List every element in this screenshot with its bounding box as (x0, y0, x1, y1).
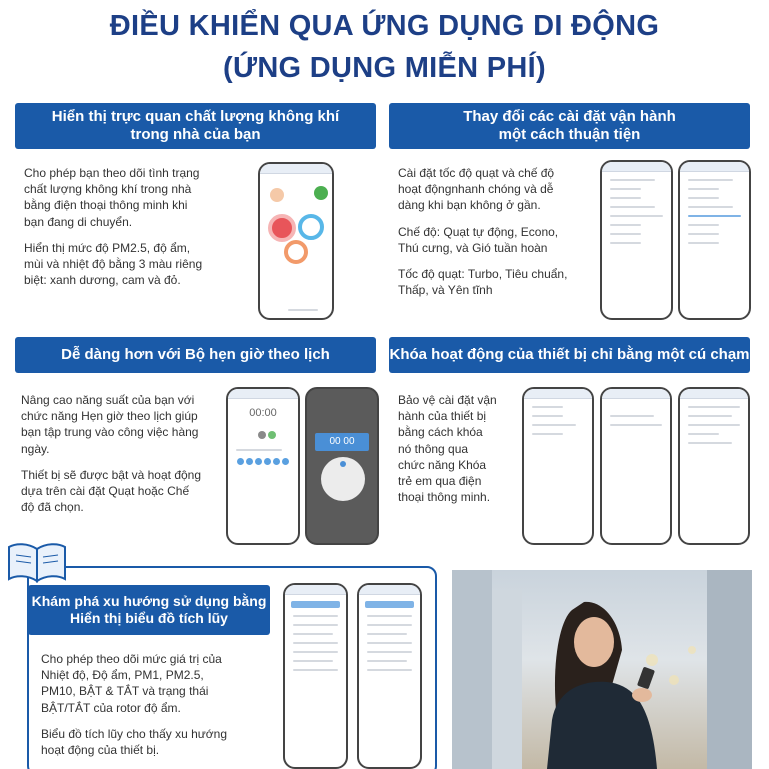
settings-heading (389, 103, 750, 149)
menu-line (688, 188, 719, 190)
menu-line (610, 215, 663, 217)
menu-line (610, 206, 655, 208)
phone-status-bar (524, 389, 592, 399)
list-line (688, 424, 740, 426)
weekday-dots (228, 458, 298, 465)
settings-phone-screen-2 (678, 160, 751, 320)
lock-phone-screen-2 (600, 387, 672, 545)
chart-heading-line1: Khám phá xu hướng sử dụng bằng (31, 593, 267, 610)
aqi-orange-indicator (284, 240, 308, 264)
chart-paragraph-2: Biểu đồ tích lũy cho thấy xu hướng hoạt động của thiết bị. (41, 726, 228, 757)
lock-heading (389, 337, 750, 373)
air-quality-phone-screen (258, 162, 334, 320)
weekday-dot (273, 458, 280, 465)
photo-illustration (452, 570, 752, 769)
menu-line (610, 188, 641, 190)
aqi-green-dot (314, 186, 328, 200)
weekday-dot (282, 458, 289, 465)
weekday-dot (246, 458, 253, 465)
menu-line (688, 179, 733, 181)
timer-phone-screen (226, 387, 300, 545)
lock-heading-text: Khóa hoạt động của thiết bị chỉ bằng một cú chạm (389, 346, 750, 363)
display-paragraph-2: Hiển thị mức độ PM2.5, độ ẩm, mùi và nhiệt độ bằng 3 màu riêng biệt: xanh dương, cam và đỏ. (24, 240, 203, 288)
list-line (532, 415, 563, 417)
chart-phone-screen-2 (357, 583, 422, 769)
chart-phone-screen-1 (283, 583, 348, 769)
list-line (532, 433, 563, 435)
timer-toggle-dot (258, 431, 266, 439)
chart-line (293, 660, 333, 662)
lock-phone-screen-1 (522, 387, 594, 545)
menu-line (688, 197, 719, 199)
chart-line (293, 651, 338, 653)
phone-status-bar (260, 164, 332, 174)
phone-status-bar (680, 389, 748, 399)
phone-status-bar (602, 389, 670, 399)
chart-line (367, 615, 412, 617)
menu-line (688, 233, 719, 235)
list-line (688, 406, 740, 408)
list-line (610, 424, 662, 426)
phone-status-bar (602, 162, 671, 172)
menu-line (610, 197, 641, 199)
settings-heading-line1: Thay đổi các cài đặt vận hành (463, 108, 676, 125)
weekday-dot (237, 458, 244, 465)
chart-line (367, 624, 412, 626)
settings-heading-line2: một cách thuận tiện (498, 126, 641, 143)
menu-line (610, 233, 641, 235)
timer-description (21, 392, 201, 525)
lock-description (398, 392, 498, 515)
chart-line (293, 669, 338, 671)
chart-line (293, 624, 338, 626)
chart-tab-bar (291, 601, 340, 608)
display-description (24, 165, 209, 298)
phone-status-bar (285, 585, 346, 595)
display-heading-line1: Hiển thị trực quan chất lượng không khí (51, 108, 340, 125)
chart-heading-line2: Hiển thị biểu đồ tích lũy (70, 610, 228, 626)
timer-paragraph-2: Thiết bị sẽ được bật và hoạt động dựa trên cài đặt Quạt hoặc Chế độ đã chọn. (21, 467, 202, 515)
settings-paragraph-2: Chế độ: Quạt tự động, Econo, Thú cưng, và Gió tuần hoàn (398, 224, 559, 255)
display-heading-line2: trong nhà của bạn (130, 126, 261, 143)
phone-status-bar (359, 585, 420, 595)
chart-heading (28, 585, 270, 635)
timer-toggle-dot-green (268, 431, 276, 439)
page-title: ĐIỀU KHIỂN QUA ỨNG DỤNG DI ĐỘNG (109, 10, 660, 42)
menu-line (688, 242, 719, 244)
phone-footer-line (288, 309, 318, 311)
chart-line (293, 642, 338, 644)
page-subtitle: (ỨNG DỤNG MIỄN PHÍ) (223, 52, 546, 84)
list-line (688, 442, 732, 444)
chart-line (293, 615, 338, 617)
chart-paragraph-1: Cho phép theo dõi mức giá trị của Nhiệt độ, Độ ẩm, PM1, PM2.5, PM10, BẬT & TẮT và trạng thái BẬT/TẮT của rotor độ ẩm. (41, 652, 222, 715)
phone-status-bar (228, 389, 298, 399)
settings-description (398, 165, 573, 308)
weekday-dot (264, 458, 271, 465)
chart-line (367, 669, 412, 671)
lock-phone-screen-3 (678, 387, 750, 545)
settings-paragraph-3: Tốc độ quạt: Turbo, Tiêu chuẩn, Thấp, và Yên tĩnh (398, 266, 568, 298)
timer-line (236, 449, 282, 451)
chart-line (293, 633, 333, 635)
lock-paragraph-1: Bảo vệ cài đặt vận hành của thiết bị bằng cách khóa nó thông qua chức năng Khóa trẻ em qua điện thoại thông minh. (398, 393, 497, 505)
woman-using-phone-photo (452, 570, 752, 769)
display-heading (15, 103, 376, 149)
list-line (688, 433, 719, 435)
settings-phone-screen-1 (600, 160, 673, 320)
timer-heading (15, 337, 376, 373)
time-picker-header (315, 433, 369, 451)
chart-line (367, 660, 407, 662)
open-book-icon (6, 541, 68, 585)
time-picker-text: 00 00 (329, 436, 355, 447)
timer-paragraph-1: Nâng cao năng suất của bạn với chức năng Hẹn giờ theo lịch giúp bạn tập trung vào công việc hàng ngày. (21, 393, 199, 456)
menu-line (688, 224, 719, 226)
timer-picker-phone-screen (305, 387, 379, 545)
menu-line (610, 242, 641, 244)
menu-line (610, 224, 641, 226)
menu-line (610, 179, 655, 181)
list-line (688, 415, 732, 417)
aqi-orange-dot (270, 188, 284, 202)
chart-line (367, 651, 412, 653)
menu-line (688, 206, 733, 208)
list-line (532, 406, 563, 408)
chart-line (367, 633, 407, 635)
chart-tab-bar (365, 601, 414, 608)
phone-status-bar (680, 162, 749, 172)
display-paragraph-1: Cho phép bạn theo dõi tình trạng chất lượng không khí trong nhà bằng điện thoại thông minh khi bạn đang di chuyển. (24, 166, 200, 229)
weekday-dot (255, 458, 262, 465)
chart-description (41, 651, 241, 768)
chart-line (367, 642, 412, 644)
menu-line (688, 215, 741, 217)
timer-clock-text: 00:00 (249, 407, 277, 419)
list-line (532, 424, 576, 426)
timer-heading-text: Dễ dàng hơn với Bộ hẹn giờ theo lịch (61, 346, 330, 363)
settings-paragraph-1: Cài đặt tốc độ quạt và chế độ hoạt độngnhanh chóng và dễ dàng khi bạn không ở gần. (398, 166, 555, 213)
list-line (610, 415, 654, 417)
aqi-red-indicator (268, 214, 296, 242)
aqi-blue-indicator (298, 214, 324, 240)
time-picker-hand-dot (340, 461, 346, 467)
